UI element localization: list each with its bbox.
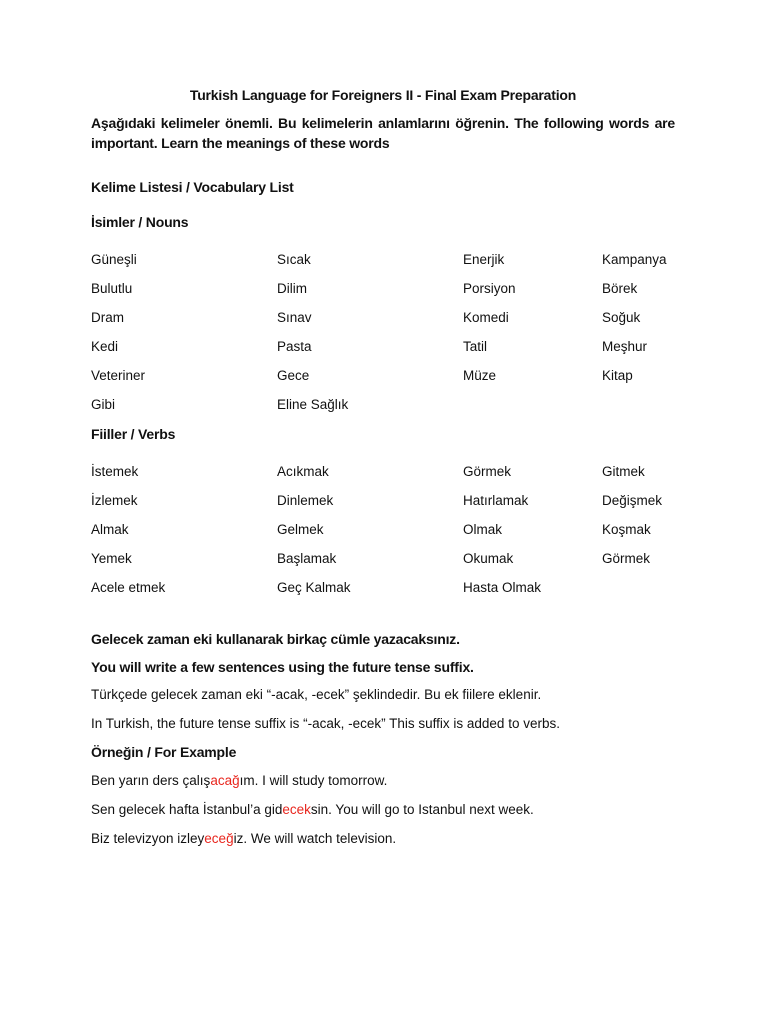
noun-word: Sıcak [277, 252, 311, 267]
future-paragraph-english: In Turkish, the future tense suffix is “-acak, -ecek” This suffix is added to verbs. [91, 716, 560, 731]
noun-word: Meşhur [602, 339, 648, 354]
noun-word [463, 390, 602, 419]
verb-word: Almak [91, 522, 129, 537]
future-heading-english: You will write a few sentences using the future tense suffix. [91, 659, 474, 675]
verb-word: Acıkmak [277, 464, 329, 479]
verbs-heading: Fiiller / Verbs [91, 426, 176, 442]
example-sentence-1 [91, 771, 675, 791]
noun-word: Kitap [602, 368, 633, 383]
vocabulary-heading: Kelime Listesi / Vocabulary List [91, 179, 294, 195]
verb-word: Geç Kalmak [277, 580, 351, 595]
verb-word: Okumak [463, 551, 514, 566]
noun-word: Güneşli [91, 252, 137, 267]
verb-word: Yemek [91, 551, 132, 566]
nouns-heading: İsimler / Nouns [91, 214, 189, 230]
noun-word: Komedi [463, 310, 509, 325]
noun-word: Tatil [463, 339, 488, 354]
noun-word: Veteriner [91, 368, 146, 383]
example-text-before: Biz televizyon izley [91, 831, 205, 846]
intro-paragraph: Aşağıdaki kelimeler önemli. Bu kelimelerin anlamlarını öğrenin. The following words are important. Learn the meanings of these words [91, 115, 675, 151]
verb-word: İzlemek [91, 493, 138, 508]
document-page [91, 86, 675, 858]
example-text-before: Sen gelecek hafta İstanbul’a gid [91, 802, 283, 817]
noun-word: Bulutlu [91, 281, 133, 296]
noun-word: Kedi [91, 339, 119, 354]
verb-word: Koşmak [602, 522, 651, 537]
noun-word: Eline Sağlık [277, 397, 349, 412]
noun-word: Dilim [277, 281, 307, 296]
noun-word: Pasta [277, 339, 312, 354]
noun-word: Soğuk [602, 310, 641, 325]
verb-word: Başlamak [277, 551, 337, 566]
verb-word: Dinlemek [277, 493, 334, 508]
example-text-after: ım. I will study tomorrow. [239, 773, 388, 788]
noun-word: Kampanya [602, 252, 667, 267]
verb-word: Gelmek [277, 522, 324, 537]
example-text-after: iz. We will watch television. [233, 831, 397, 846]
page-title: Turkish Language for Foreigners II - Final Exam Preparation [189, 87, 577, 103]
future-heading-turkish: Gelecek zaman eki kullanarak birkaç cümle yazacaksınız. [91, 631, 460, 647]
example-text-after: sin. You will go to Istanbul next week. [310, 802, 534, 817]
future-paragraph-turkish: Türkçede gelecek zaman eki “-acak, -ecek” şeklindedir. Bu ek fiilere eklenir. [91, 687, 542, 702]
noun-word: Dram [91, 310, 124, 325]
noun-word: Gibi [91, 397, 116, 412]
example-heading: Örneğin / For Example [91, 744, 237, 760]
noun-word: Enerjik [463, 252, 505, 267]
verb-word: Hasta Olmak [463, 580, 542, 595]
noun-word [602, 390, 675, 419]
verb-word: İstemek [91, 464, 139, 479]
nouns-table [91, 245, 675, 419]
verb-word: Acele etmek [91, 580, 166, 595]
verb-word [602, 573, 675, 602]
verb-word: Gitmek [602, 464, 645, 479]
example-sentence-2 [91, 800, 675, 820]
noun-word: Porsiyon [463, 281, 516, 296]
noun-word: Sınav [277, 310, 312, 325]
noun-word: Börek [602, 281, 638, 296]
example-suffix: acağ [210, 773, 240, 788]
verb-word: Olmak [463, 522, 503, 537]
verb-word: Hatırlamak [463, 493, 529, 508]
example-text-before: Ben yarın ders çalış [91, 773, 211, 788]
verb-word: Görmek [602, 551, 651, 566]
verb-word: Görmek [463, 464, 512, 479]
noun-word: Gece [277, 368, 310, 383]
verb-word: Değişmek [602, 493, 663, 508]
example-suffix: ecek [282, 802, 311, 817]
example-suffix: eceğ [204, 831, 234, 846]
noun-word: Müze [463, 368, 497, 383]
example-sentence-3 [91, 829, 675, 849]
verbs-table [91, 457, 675, 602]
